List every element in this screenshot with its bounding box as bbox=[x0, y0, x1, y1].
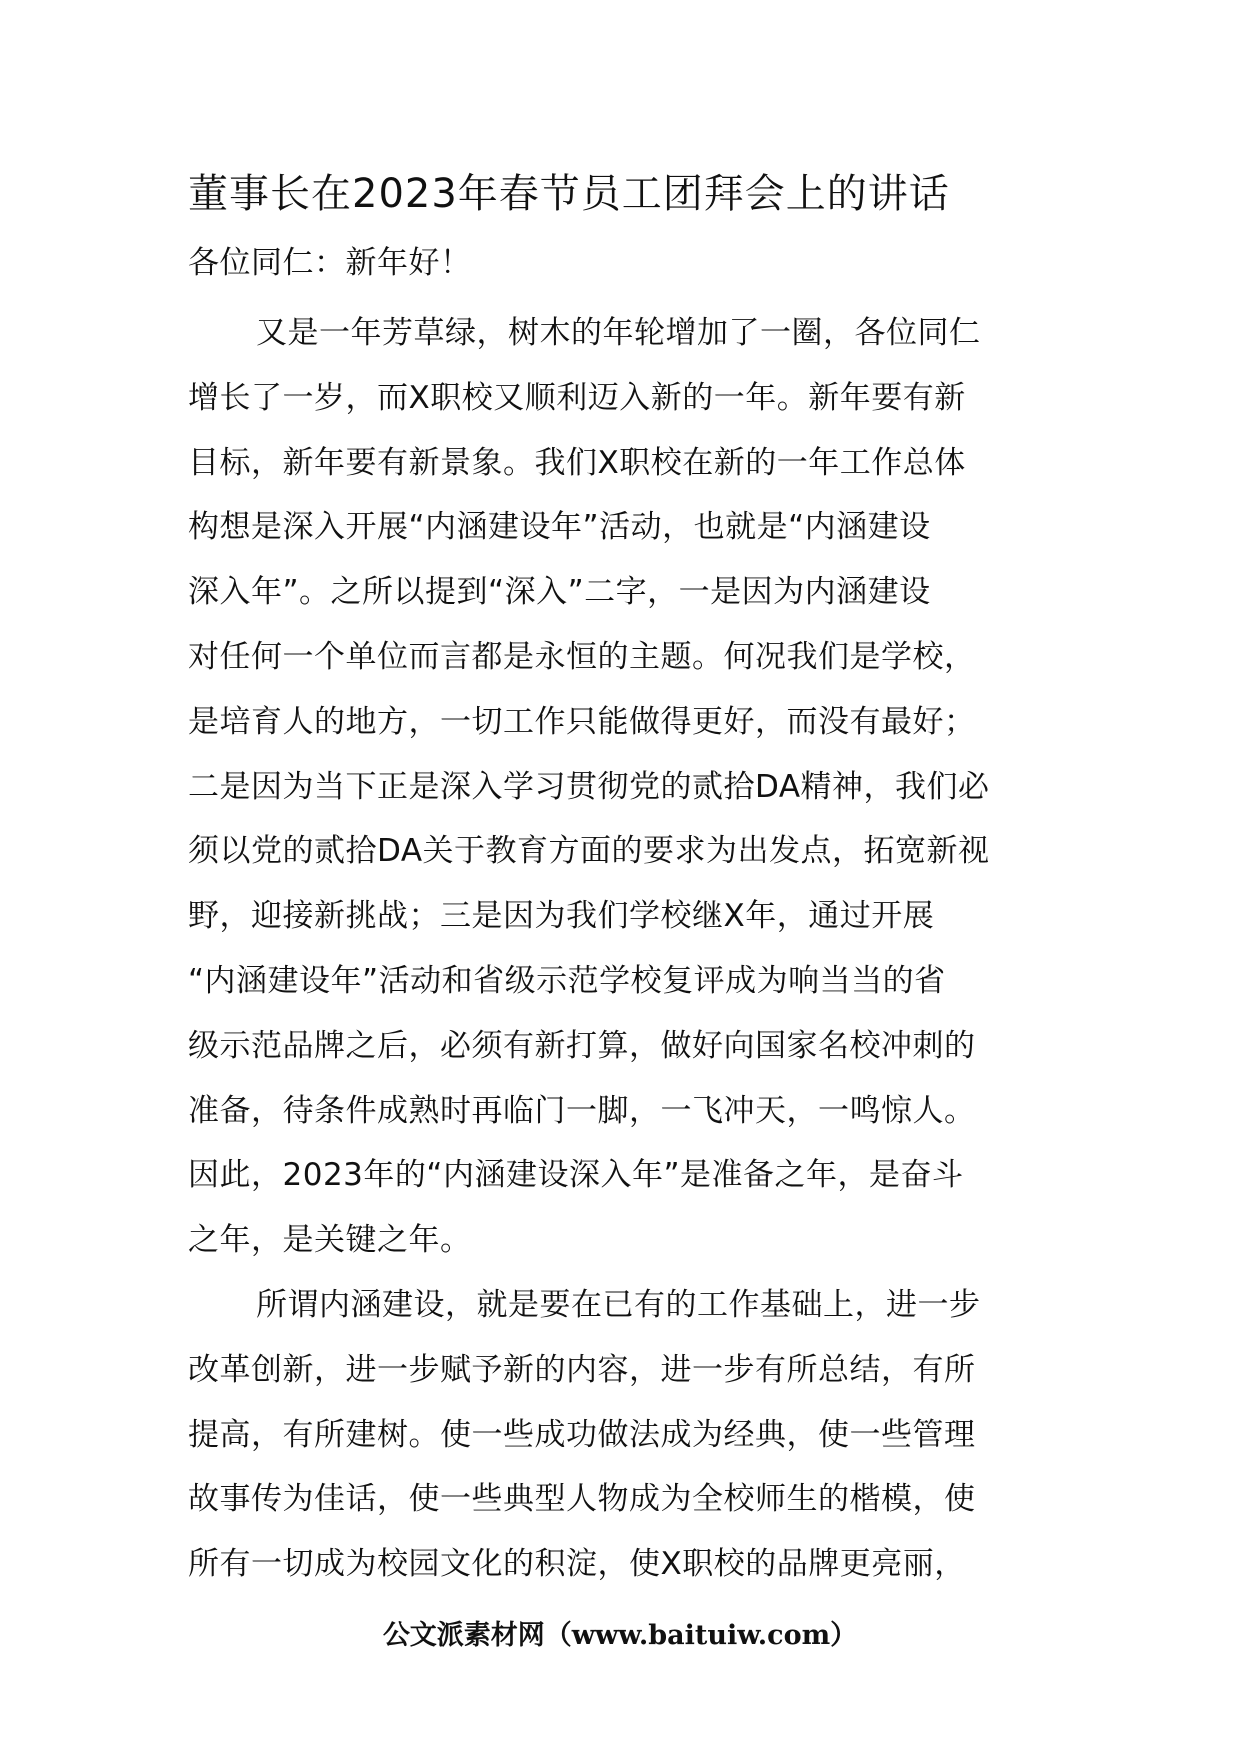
footer-watermark: 公文派素材网（www.baituiw.com） bbox=[382, 1620, 858, 1651]
body-line: 野，迎接新挑战；三是因为我们学校继X年，通过开展 bbox=[188, 898, 935, 935]
body-line: 二是因为当下正是深入学习贯彻党的贰拾DA精神，我们必 bbox=[188, 768, 990, 805]
body-line: 构想是深入开展“内涵建设年”活动，也就是“内涵建设 bbox=[188, 509, 931, 546]
body-line: 是培育人的地方，一切工作只能做得更好，而没有最好； bbox=[188, 703, 976, 740]
body-line: “内涵建设年”活动和省级示范学校复评成为响当当的省 bbox=[188, 962, 946, 999]
salutation: 各位同仁：新年好！ bbox=[188, 245, 472, 281]
body-line: 级示范品牌之后，必须有新打算，做好向国家名校冲刺的 bbox=[188, 1027, 976, 1064]
body-line: 增长了一岁，而X职校又顺利迈入新的一年。新年要有新 bbox=[188, 379, 966, 416]
body-line: 须以党的贰拾DA关于教育方面的要求为出发点，拓宽新视 bbox=[188, 833, 990, 870]
body-line: 目标，新年要有新景象。我们X职校在新的一年工作总体 bbox=[188, 444, 966, 481]
body-line: 之年，是关键之年。 bbox=[188, 1222, 472, 1259]
body-line: 故事传为佳话，使一些典型人物成为全校师生的楷模，使 bbox=[188, 1481, 976, 1518]
body-line: 深入年”。之所以提到“深入”二字，一是因为内涵建设 bbox=[188, 574, 931, 611]
body-line: 改革创新，进一步赋予新的内容，进一步有所总结，有所 bbox=[188, 1351, 976, 1388]
body-line: 所有一切成为校园文化的积淀，使X职校的品牌更亮丽， bbox=[188, 1546, 966, 1583]
body-line: 因此，2023年的“内涵建设深入年”是准备之年，是奋斗 bbox=[188, 1157, 964, 1194]
body-line: 又是一年芳草绿，树木的年轮增加了一圈，各位同仁 bbox=[256, 315, 981, 351]
document-title: 董事长在2023年春节员工团拜会上的讲话 bbox=[188, 171, 950, 217]
body-line: 提高，有所建树。使一些成功做法成为经典，使一些管理 bbox=[188, 1416, 976, 1453]
body-line: 所谓内涵建设，就是要在已有的工作基础上，进一步 bbox=[256, 1286, 981, 1323]
body-line: 准备，待条件成熟时再临门一脚，一飞冲天，一鸣惊人。 bbox=[188, 1092, 976, 1129]
body-line: 对任何一个单位而言都是永恒的主题。何况我们是学校， bbox=[188, 638, 976, 675]
document-body bbox=[188, 236, 1058, 1602]
